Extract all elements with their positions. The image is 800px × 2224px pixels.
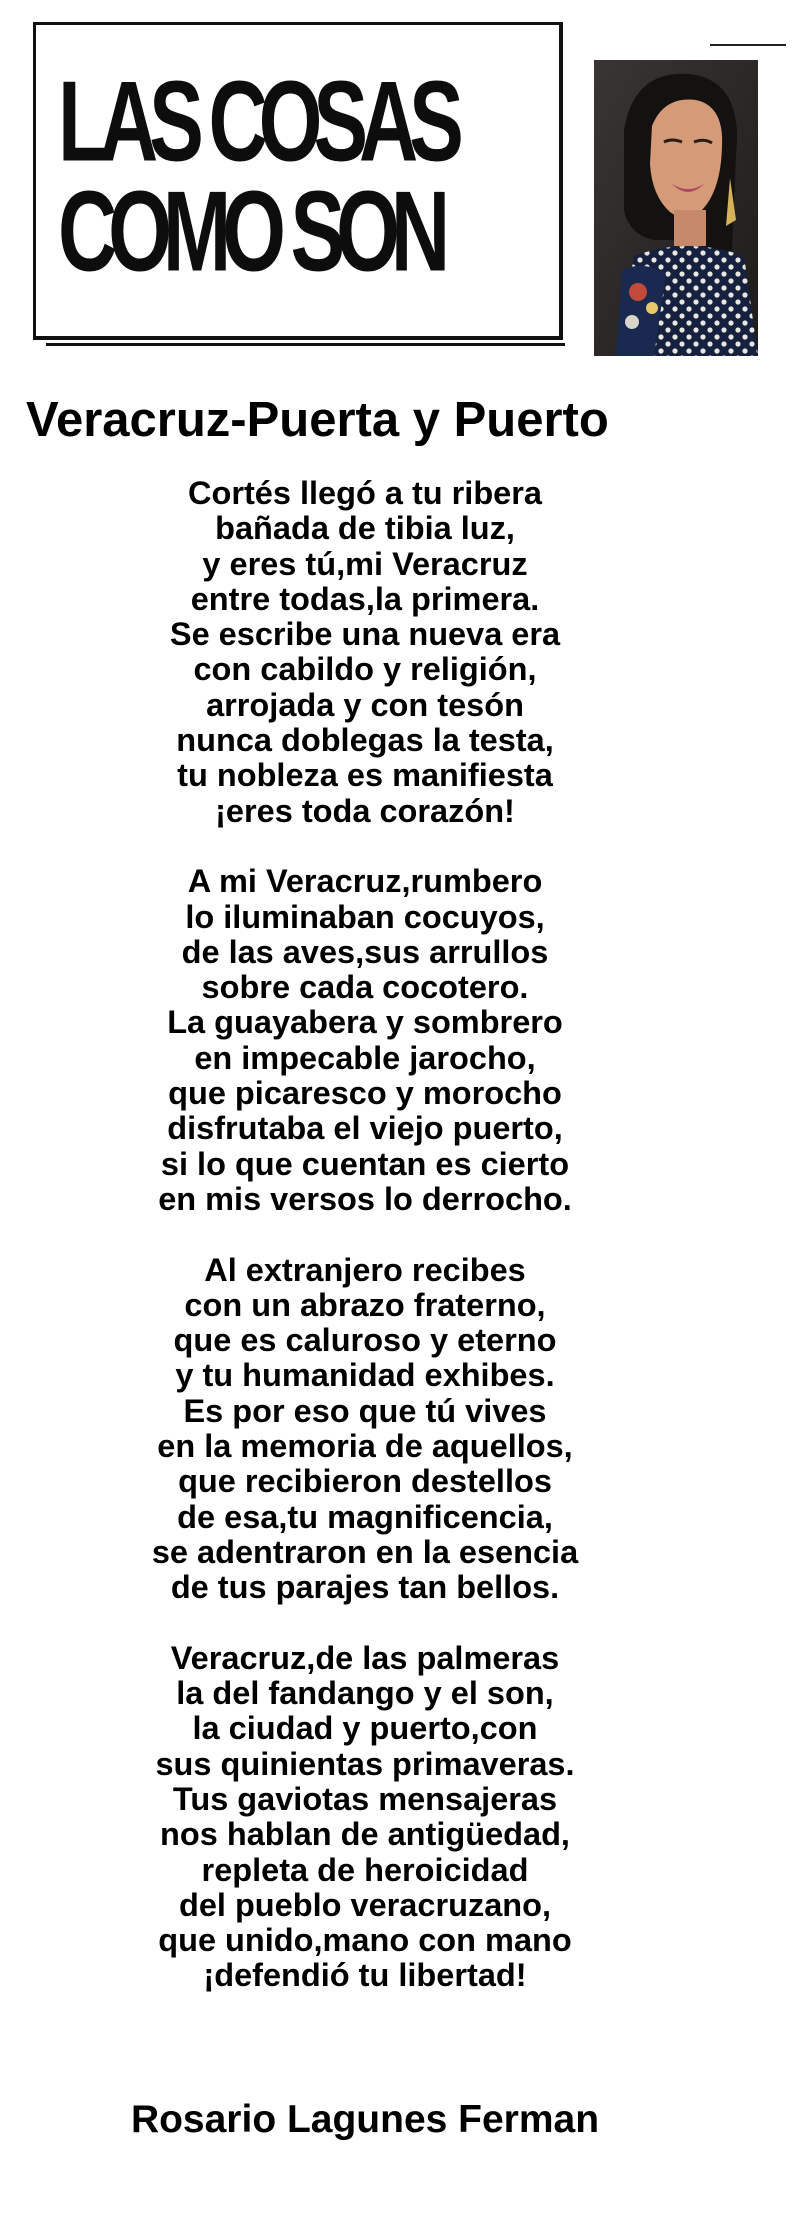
verse: Se escribe una nueva era [169,616,561,653]
verse: que recibieron destellos [178,1463,552,1500]
article-title: Veracruz-Puerta y Puerto [26,393,609,447]
verse: de tus parajes tan bellos. [170,1569,560,1606]
verse: que picaresco y morocho [168,1075,562,1112]
verse: bañada de tibia luz, [215,510,515,547]
verse: en impecable jarocho, [194,1039,536,1076]
verse: Tus gaviotas mensajeras [172,1780,558,1817]
verse: nos hablan de antigüedad, [160,1816,570,1853]
verse: arrojada y con tesón [206,686,524,723]
stanza-4 [0,1641,730,1994]
verse: que unido,mano con mano [158,1922,572,1959]
verse: nunca doblegas la testa, [176,722,554,759]
verse: con cabildo y religión, [193,651,537,688]
verse: de esa,tu magnificencia, [177,1498,553,1535]
verse: sus quinientas primaveras. [155,1745,575,1782]
verse: con un abrazo fraterno, [184,1286,546,1323]
verse: ¡defendió tu libertad! [203,1957,527,1994]
verse: lo iluminaban cocuyos, [185,898,545,935]
verse: tu nobleza es manifiesta [177,757,553,794]
column-logo-line-2: COMO SON [58,166,442,295]
verse: Cortés llegó a tu ribera [188,475,542,511]
verse: se adentraron en la esencia [151,1533,579,1570]
verse: A mi Veracruz,rumbero [187,863,543,900]
verse: en la memoria de aquellos, [157,1428,573,1465]
verse: y tu humanidad exhibes. [175,1357,555,1394]
column-logo [58,56,455,295]
verse: y eres tú,mi Veracruz [202,545,528,582]
verse: Al extranjero recibes [204,1251,526,1288]
verse: La guayabera y sombrero [167,1004,563,1041]
verse: entre todas,la primera. [190,580,540,617]
stanza-2 [0,864,730,1217]
top-right-rule [710,44,786,46]
verse: de las aves,sus arrullos [181,933,549,970]
verse: sobre cada cocotero. [201,969,529,1006]
verse: Veracruz,de las palmeras [170,1639,560,1676]
verse: que es caluroso y eterno [173,1322,557,1359]
author-signature: Rosario Lagunes Ferman [130,2098,600,2141]
author-photo [594,60,758,356]
verse: del pueblo veracruzano, [178,1886,552,1923]
verse: repleta de heroicidad [201,1851,529,1888]
poem-body [0,476,730,1994]
verse: la ciudad y puerto,con [192,1710,538,1747]
verse: Es por eso que tú vives [183,1392,547,1429]
stanza-3 [0,1253,730,1606]
column-logo-line-1: LAS COSAS [58,56,455,185]
verse: si lo que cuentan es cierto [160,1145,570,1182]
verse: en mis versos lo derrocho. [158,1180,572,1217]
verse: la del fandango y el son, [176,1675,554,1712]
verse: disfrutaba el viejo puerto, [167,1110,563,1147]
stanza-1 [0,476,730,829]
verse: ¡eres toda corazón! [215,792,515,829]
